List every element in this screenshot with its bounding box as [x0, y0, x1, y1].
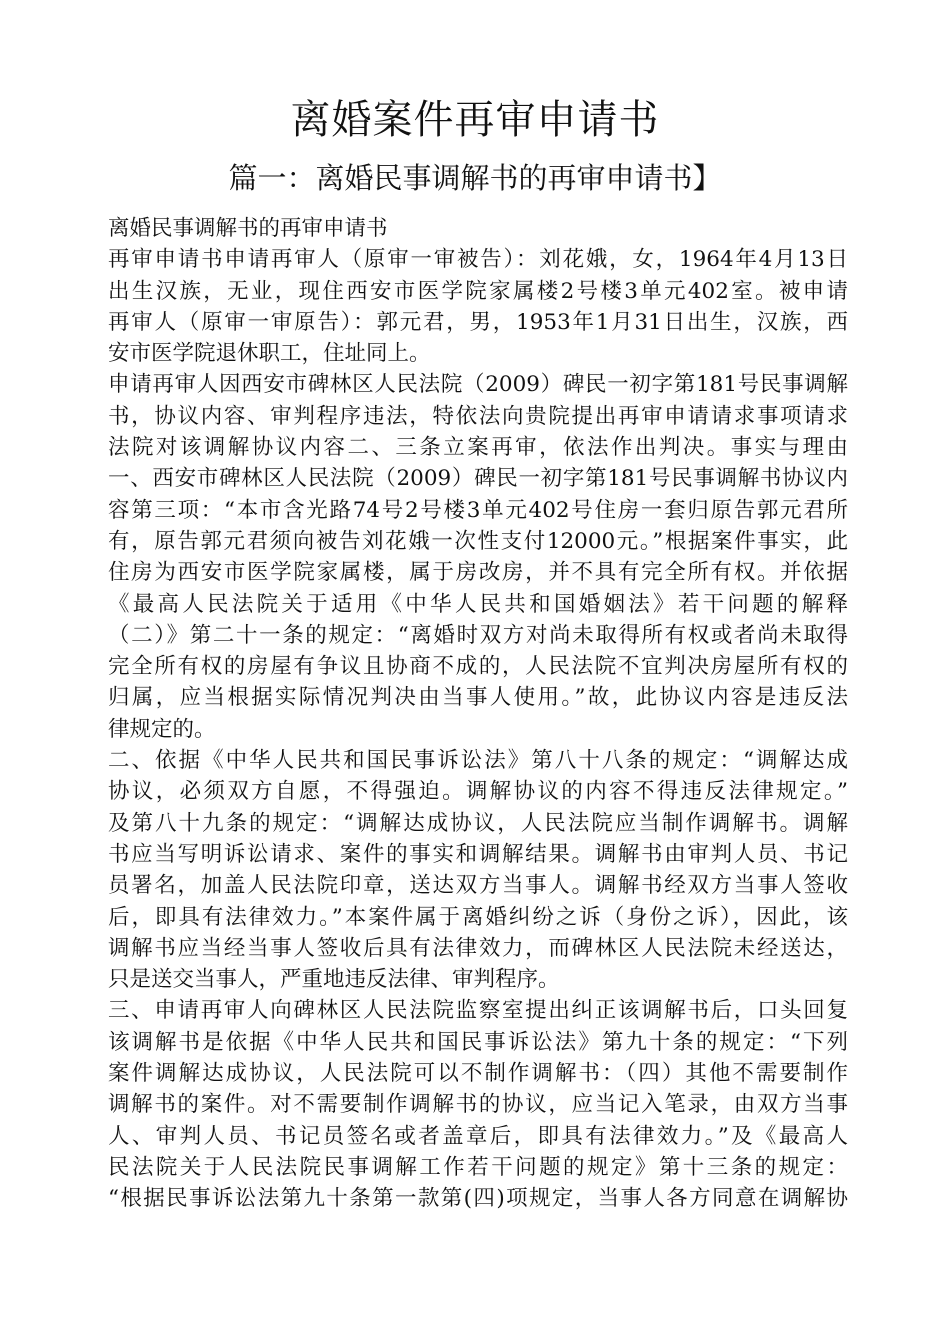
body-line: 及第八十九条的规定：“调解达成协议，人民法院应当制作调解书。调解 — [108, 810, 848, 836]
body-line: 员署名，加盖人民法院印章，送达双方当事人。调解书经双方当事人签收 — [108, 873, 848, 899]
body-line: 调解书的案件。对不需要制作调解书的协议，应当记入笔录，由双方当事 — [108, 1092, 848, 1118]
body-line: 出生汉族，无业，现住西安市医学院家属楼2号楼3单元402室。被申请 — [108, 278, 848, 304]
body-line: 再审申请书申请再审人（原审一审被告）：刘花娥，女，1964年4月13日 — [108, 247, 848, 273]
document-title: 离婚案件再审申请书 — [290, 97, 660, 143]
body-line: 二、依据《中华人民共和国民事诉讼法》第八十八条的规定：“调解达成 — [108, 748, 848, 774]
body-line: 《最高人民法院关于适用《中华人民共和国婚姻法》若干问题的解释 — [108, 591, 848, 617]
body-line: 协议，必须双方自愿，不得强迫。调解协议的内容不得违反法律规定。” — [108, 779, 848, 805]
body-line: 律规定的。 — [108, 716, 216, 742]
document-body — [108, 213, 848, 1215]
body-line: 书，协议内容、审判程序违法，特依法向贵院提出再审申请请求事项请求 — [108, 403, 848, 429]
body-line: 申请再审人因西安市碑林区人民法院（2009）碑民一初字第181号民事调解 — [108, 372, 848, 398]
body-line: 再审人（原审一审原告）：郭元君，男，1953年1月31日出生，汉族，西 — [108, 309, 848, 335]
body-line: 只是送交当事人，严重地违反法律、审判程序。 — [108, 967, 560, 993]
body-line: 民法院关于人民法院民事调解工作若干问题的规定》第十三条的规定： — [108, 1154, 848, 1180]
body-line: “根据民事诉讼法第九十条第一款第(四)项规定，当事人各方同意在调解协 — [108, 1186, 848, 1212]
body-line: 安市医学院退休职工，住址同上。 — [108, 341, 431, 367]
body-line: 容第三项：“本市含光路74号2号楼3单元402号住房一套归原告郭元君所 — [108, 497, 848, 523]
document-subtitle: 篇一：离婚民事调解书的再审申请书】 — [228, 161, 722, 195]
body-line: 归属，应当根据实际情况判决由当事人使用。”故，此协议内容是违反法 — [108, 685, 848, 711]
body-line: 离婚民事调解书的再审申请书 — [108, 216, 388, 241]
body-line: 后，即具有法律效力。”本案件属于离婚纠纷之诉（身份之诉），因此，该 — [108, 904, 848, 930]
body-line: 一、西安市碑林区人民法院（2009）碑民一初字第181号民事调解书协议内 — [108, 466, 848, 492]
body-line: 调解书应当经当事人签收后具有法律效力，而碑林区人民法院未经送达， — [108, 935, 848, 961]
body-line: 完全所有权的房屋有争议且协商不成的，人民法院不宜判决房屋所有权的 — [108, 654, 848, 680]
body-line: 法院对该调解协议内容二、三条立案再审，依法作出判决。事实与理由 — [108, 435, 848, 461]
body-line: 书应当写明诉讼请求、案件的事实和调解结果。调解书由审判人员、书记 — [108, 841, 848, 867]
body-line: 案件调解达成协议，人民法院可以不制作调解书：（四）其他不需要制作 — [108, 1061, 848, 1087]
body-line: 该调解书是依据《中华人民共和国民事诉讼法》第九十条的规定：“下列 — [108, 1029, 848, 1055]
body-line: 三、申请再审人向碑林区人民法院监察室提出纠正该调解书后，口头回复 — [108, 998, 848, 1024]
body-line: （二）》第二十一条的规定：“离婚时双方对尚未取得所有权或者尚未取得 — [108, 622, 848, 648]
body-line: 有，原告郭元君须向被告刘花娥一次性支付12000元。”根据案件事实，此 — [108, 528, 848, 554]
body-line: 住房为西安市医学院家属楼，属于房改房，并不具有完全所有权。并依据 — [108, 560, 848, 586]
body-line: 人、审判人员、书记员签名或者盖章后，即具有法律效力。”及《最高人 — [108, 1123, 848, 1149]
